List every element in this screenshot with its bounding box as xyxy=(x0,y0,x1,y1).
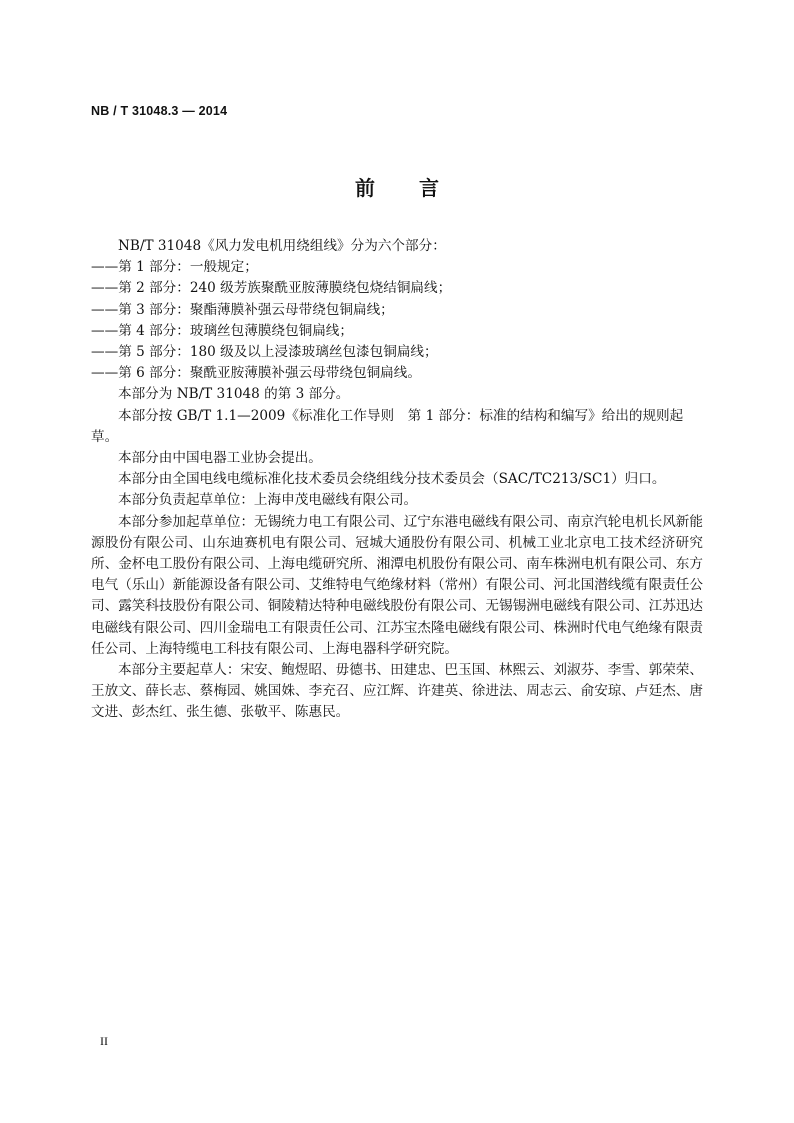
this-part-paragraph: 本部分为 NB/T 31048 的第 3 部分。 xyxy=(118,386,350,403)
centralized-by-paragraph: 本部分由全国电线电缆标准化技术委员会绕组线分技术委员会（SAC/TC213/SC1）归口。 xyxy=(118,471,666,488)
page-title: 前言 xyxy=(355,176,483,200)
proposed-by-paragraph: 本部分由中国电器工业协会提出。 xyxy=(118,450,322,467)
lead-drafter-paragraph: 本部分负责起草单位：上海申茂电磁线有限公司。 xyxy=(118,492,418,509)
intro-paragraph: NB/T 31048《风力发电机用绕组线》分为六个部分： xyxy=(118,238,446,254)
part-list-item-4: ——第 4 部分：玻璃丝包薄膜绕包铜扁线； xyxy=(91,322,353,339)
part-list-item-2: ——第 2 部分：240 级芳族聚酰亚胺薄膜绕包烧结铜扁线； xyxy=(91,280,452,297)
document-number: NB / T 31048.3 — 2014 xyxy=(91,104,228,118)
page-number: II xyxy=(100,1034,108,1048)
foreword-body xyxy=(91,236,703,724)
part-list-item-5: ——第 5 部分：180 级及以上浸漆玻璃丝包漆包铜扁线； xyxy=(91,344,438,361)
drafting-rules-paragraph: 本部分按 GB/T 1.1—2009《标准化工作导则 第 1 部分：标准的结构和编写》给出的规则起草。 xyxy=(91,407,684,445)
part-list-item-3: ——第 3 部分：聚酯薄膜补强云母带绕包铜扁线； xyxy=(91,301,394,318)
participants-paragraph: 本部分参加起草单位：无锡统力电工有限公司、辽宁东港电磁线有限公司、南京汽轮电机长风新能源股份有限公司、山东迪赛机电有限公司、冠城大通股份有限公司、机械工业北京电工技术经济研究所、金杯电工股份有限公司、上海电缆研究所、湘潭电机股份有限公司、南车株洲电机有限公司、东方电气（乐山）新能源设备有限公司、艾维特电气绝缘材料（常州）有限公司、河北国潜线缆有限责任公司、露笑科技股份有限公司、铜陵精达特种电磁线股份有限公司、无锡锡洲电磁线有限公司、江苏迅达电磁线有限公司、四川金瑞电工有限责任公司、江苏宝杰隆电磁线有限公司、株洲时代电气绝缘有限责任公司、上海特缆电工科技有限公司、上海电器科学研究院。 xyxy=(91,513,703,657)
drafters-paragraph: 本部分主要起草人：宋安、鲍煜昭、毋德书、田建忠、巴玉国、林熙云、刘淑芬、李雪、郭荣荣、王放文、薛长志、蔡梅园、姚国姝、李充召、应江辉、许建英、徐进法、周志云、俞安琼、卢廷杰、唐文进、彭杰红、张生德、张敬平、陈惠民。 xyxy=(91,662,703,721)
part-list-item-1: ——第 1 部分：一般规定； xyxy=(91,259,258,276)
part-list-item-6: ——第 6 部分：聚酰亚胺薄膜补强云母带绕包铜扁线。 xyxy=(91,365,421,382)
